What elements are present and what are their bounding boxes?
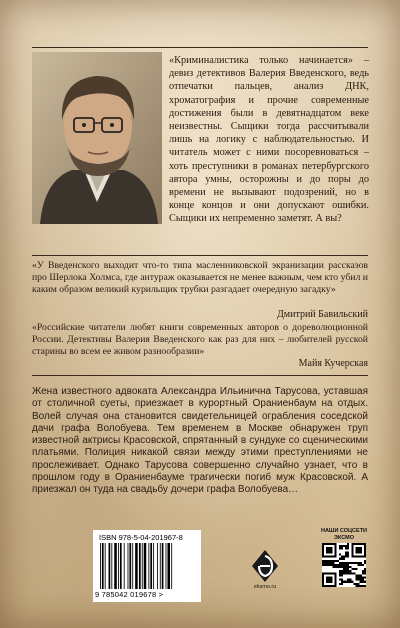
eksmo-logo-icon	[250, 548, 280, 584]
social-label: НАШИ СОЦСЕТИ	[320, 528, 368, 534]
lower-divider	[32, 375, 368, 376]
top-divider	[32, 47, 368, 48]
review-quote: «У Введенского выходит что-то типа масленниковской экранизации рассказов про Шерлока Холмса, где антураж оказывается не менее важным, чем кто убил и каким образом великий курильщик трубки разгадает очередную загадку»	[32, 260, 368, 296]
book-synopsis: Жена известного адвоката Александра Ильинична Тарусова, уставшая от столичной суеты, приезжает в курортный Ораниенбаум на отдых. Волей случая она становится свидетельницей ограбления соседской дачи графа Волобуева. Тем временем в Москве обнаружен труп известной актрисы Красовской, спрятанный в сундуке со сценическими платьями. Полиция никакой связи между этими преступлениями не прослеживает. Однако Тарусова совершенно случайно узнает, что в прошлом году в Ораниенбауме трагически погиб муж Красовской. А приезжал он туда на свадьбу дочери графа Волобуева…	[32, 386, 368, 496]
barcode	[93, 530, 201, 602]
barcode-bars	[99, 543, 195, 589]
barcode-number: 9 785042 019678 >	[95, 590, 164, 599]
review-author: Майя Кучерская	[298, 358, 368, 369]
middle-divider	[32, 255, 368, 256]
social-label-publisher: ЭКСМО	[334, 534, 354, 541]
review-quote: «Российские читатели любят книги современных авторов о дореволюционной России. Детективы Валерия Введенского как раз для них – любителей русской старины во всем ее живом разнообразии»	[32, 322, 368, 358]
isbn-label: ISBN 978-5-04-201967-8	[99, 533, 183, 542]
publisher-name: eksmo.ru	[253, 584, 277, 590]
qr-code-icon[interactable]	[322, 543, 366, 587]
author-photo	[32, 52, 162, 224]
publisher-logo	[244, 548, 286, 598]
author-bio: «Криминалистика только начинается» – девиз детективов Валерия Введенского, ведь отпечатки пальцев, анализ ДНК, хроматография и прочие современные достижения были в девятнадцатом веке неизвестны. Сыщики тогда рассчитывали лишь на логику с наблюдательностью. И читатель может с ними посоревноваться – хоть преступники в романах петербургского автора умны, осторожны и до поры до времени не вызывают подозрений, но в конце концов и они допускают ошибки. Сыщики их непременно заметят. А вы?	[169, 55, 369, 225]
social-block	[320, 528, 368, 587]
review-author: Дмитрий Бавильский	[276, 309, 368, 320]
